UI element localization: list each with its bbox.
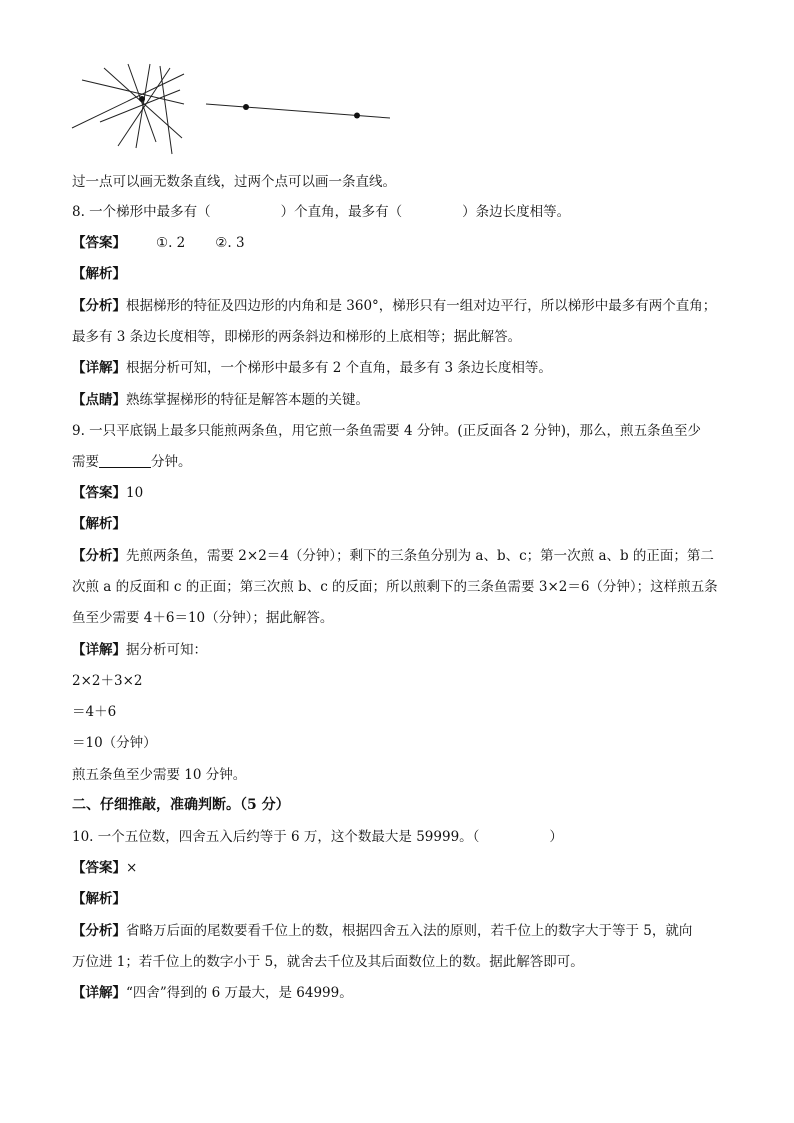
- point-a: [243, 104, 249, 110]
- point-b: [354, 113, 360, 119]
- q9-detail-label: 【详解】: [72, 642, 126, 658]
- q9-answer-value: 10: [126, 485, 144, 501]
- q8-answer-1: ①. 2: [156, 235, 186, 251]
- q9-blank: [99, 453, 151, 468]
- q8-comment-text: 熟练掌握梯形的特征是解答本题的关键。: [126, 392, 369, 408]
- q10-answer: [72, 858, 772, 878]
- q10-detail-text: “四舍”得到的 6 万最大，是 64999。: [126, 985, 353, 1001]
- q10-analysis-label: 【解析】: [72, 891, 126, 907]
- q10-fenxi-label: 【分析】: [72, 923, 126, 939]
- radiating-line: [82, 80, 184, 104]
- center-point: [139, 96, 145, 102]
- q10-fenxi-2: 万位进 1；若千位上的数字小于 5，就舍去千位及其后面数位上的数。据此解答即可。: [72, 954, 584, 970]
- q8-fenxi-1: [72, 296, 772, 316]
- q9-question-2: [72, 452, 772, 472]
- q10-question: [72, 827, 772, 847]
- q8-comment-label: 【点睛】: [72, 392, 126, 408]
- q10-answer-value: ×: [126, 860, 138, 876]
- q9-detail: [72, 640, 772, 660]
- q8-fenxi-text-1: 根据梯形的特征及四边形的内角和是 360°，梯形只有一组对边平行，所以梯形中最多有两个直角；: [126, 298, 717, 314]
- q10-detail-label: 【详解】: [72, 985, 126, 1001]
- q9-calc-2: ＝4＋6: [72, 704, 117, 720]
- q8-question-mid: ）个直角，最多有（: [280, 204, 403, 220]
- q10-question-suffix: ）: [549, 829, 563, 845]
- radiating-line: [160, 66, 172, 154]
- q8-answer-2: ②. 3: [215, 235, 245, 251]
- q10-answer-label: 【答案】: [72, 860, 126, 876]
- q9-calc-3: ＝10（分钟）: [72, 735, 157, 751]
- q8-fenxi-2: 最多有 3 条边长度相等，即梯形的两条斜边和梯形的上底相等；据此解答。: [72, 329, 522, 345]
- q9-calc-1: 2×2＋3×2: [72, 673, 143, 689]
- q9-answer: [72, 483, 772, 503]
- q9-analysis-label: 【解析】: [72, 516, 126, 532]
- lines-through-points-figure: [60, 62, 400, 162]
- q9-answer-label: 【答案】: [72, 485, 126, 501]
- q10-fenxi-text-1: 省略万后面的尾数要看千位上的数，根据四舍五入法的原则，若千位上的数字大于等于 5，就向: [126, 923, 693, 939]
- radiating-line: [128, 64, 156, 142]
- q9-fenxi-label: 【分析】: [72, 548, 126, 564]
- q10-question-prefix: 10. 一个五位数，四舍五入后约等于 6 万，这个数最大是 59999。（: [72, 829, 480, 845]
- q8-comment: [72, 390, 772, 410]
- q8-fenxi-label: 【分析】: [72, 298, 126, 314]
- q9-detail-text: 据分析可知：: [126, 642, 207, 658]
- section-2-heading: 二、仔细推敲，准确判断。（5 分）: [72, 797, 290, 813]
- q9-fenxi-1: [72, 546, 772, 566]
- q9-conclusion: 煎五条鱼至少需要 10 分钟。: [72, 767, 247, 783]
- q9-fenxi-3: 鱼至少需要 4＋6＝10（分钟）；据此解答。: [72, 610, 334, 626]
- q9-question-2-prefix: 需要: [72, 454, 99, 470]
- q8-question-suffix: ）条边长度相等。: [462, 204, 571, 220]
- q8-question: [72, 202, 772, 222]
- q8-analysis-label: 【解析】: [72, 266, 126, 282]
- radiating-lines: [72, 64, 184, 154]
- figure-caption: 过一点可以画无数条直线，过两个点可以画一条直线。: [72, 174, 396, 190]
- q8-question-prefix: 8. 一个梯形中最多有（: [72, 204, 211, 220]
- q9-fenxi-2: 次煎 a 的反面和 c 的正面；第三次煎 b、c 的反面；所以煎剩下的三条鱼需要 3×2＝6（分钟）；这样煎五条: [72, 579, 718, 595]
- q10-fenxi-1: [72, 921, 772, 941]
- q9-fenxi-text-1: 先煎两条鱼，需要 2×2＝4（分钟）；剩下的三条鱼分别为 a、b、c；第一次煎 a、b 的正面；第二: [126, 548, 714, 564]
- q8-answer-label: 【答案】: [72, 235, 126, 251]
- q8-detail: [72, 358, 772, 378]
- q9-question-2-suffix: 分钟。: [151, 454, 192, 470]
- q8-detail-text: 根据分析可知，一个梯形中最多有 2 个直角，最多有 3 条边长度相等。: [126, 360, 552, 376]
- q10-detail: [72, 983, 772, 1003]
- radiating-line: [136, 64, 150, 148]
- q9-question-1: 9. 一只平底锅上最多只能煎两条鱼，用它煎一条鱼需要 4 分钟。(正反面各 2 分钟)，那么，煎五条鱼至少: [72, 423, 702, 439]
- q8-answer: [72, 233, 772, 253]
- q8-detail-label: 【详解】: [72, 360, 126, 376]
- straight-line: [206, 104, 390, 118]
